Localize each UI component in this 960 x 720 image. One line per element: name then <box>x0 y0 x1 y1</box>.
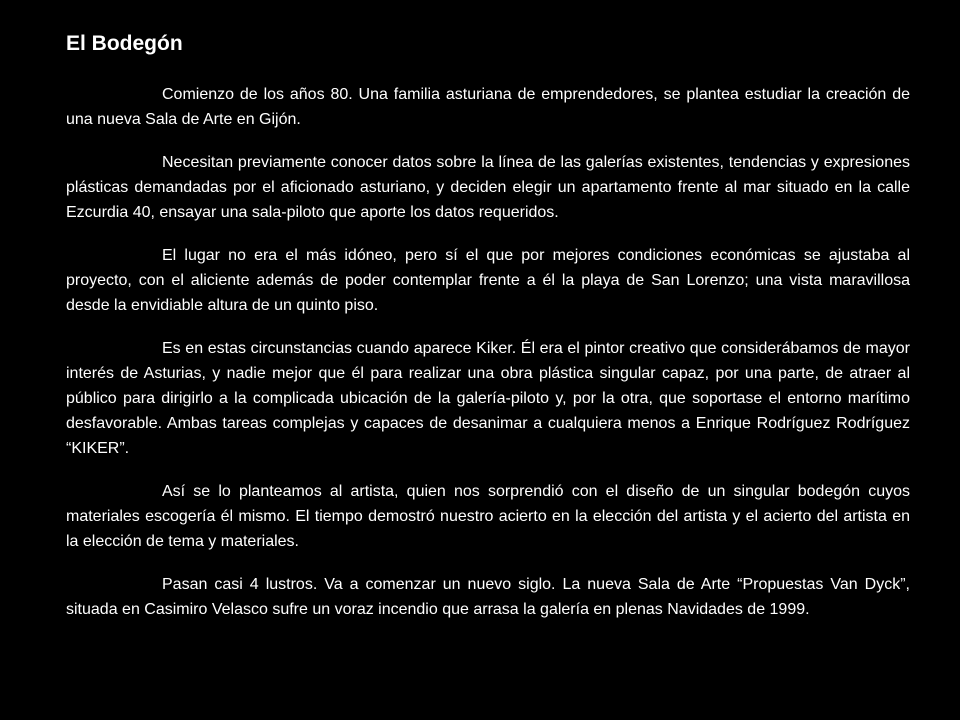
body-text <box>66 82 910 640</box>
page-title: El Bodegón <box>66 32 183 55</box>
paragraph-4: Es en estas circunstancias cuando aparece Kiker. Él era el pintor creativo que considerábamos de mayor interés de Asturias, y nadie mejor que él para realizar una obra plástica singular capaz, por una parte, de atraer al público para dirigirlo a la complicada ubicación de la galería-piloto y, por la otra, que soportase el entorno marítimo desfavorable. Ambas tareas complejas y capaces de desanimar a cualquiera menos a Enrique Rodríguez Rodríguez “KIKER”. <box>66 340 910 457</box>
paragraph-5: Así se lo planteamos al artista, quien nos sorprendió con el diseño de un singular bodegón cuyos materiales escogería él mismo. El tiempo demostró nuestro acierto en la elección del artista y el acierto del artista en la elección de tema y materiales. <box>66 483 910 550</box>
paragraph-1: Comienzo de los años 80. Una familia asturiana de emprendedores, se plantea estudiar la creación de una nueva Sala de Arte en Gijón. <box>66 86 910 128</box>
paragraph-2: Necesitan previamente conocer datos sobre la línea de las galerías existentes, tendencias y expresiones plásticas demandadas por el aficionado asturiano, y deciden elegir un apartamento frente al mar situado en la calle Ezcurdia 40, ensayar una sala-piloto que aporte los datos requeridos. <box>66 154 910 221</box>
paragraph-6: Pasan casi 4 lustros. Va a comenzar un nuevo siglo. La nueva Sala de Arte “Propuestas Van Dyck”, situada en Casimiro Velasco sufre un voraz incendio que arrasa la galería en plenas Navidades de 1999. <box>66 576 910 618</box>
paragraph-3: El lugar no era el más idóneo, pero sí el que por mejores condiciones económicas se ajustaba al proyecto, con el aliciente además de poder contemplar frente a él la playa de San Lorenzo; una vista maravillosa desde la envidiable altura de un quinto piso. <box>66 247 910 314</box>
